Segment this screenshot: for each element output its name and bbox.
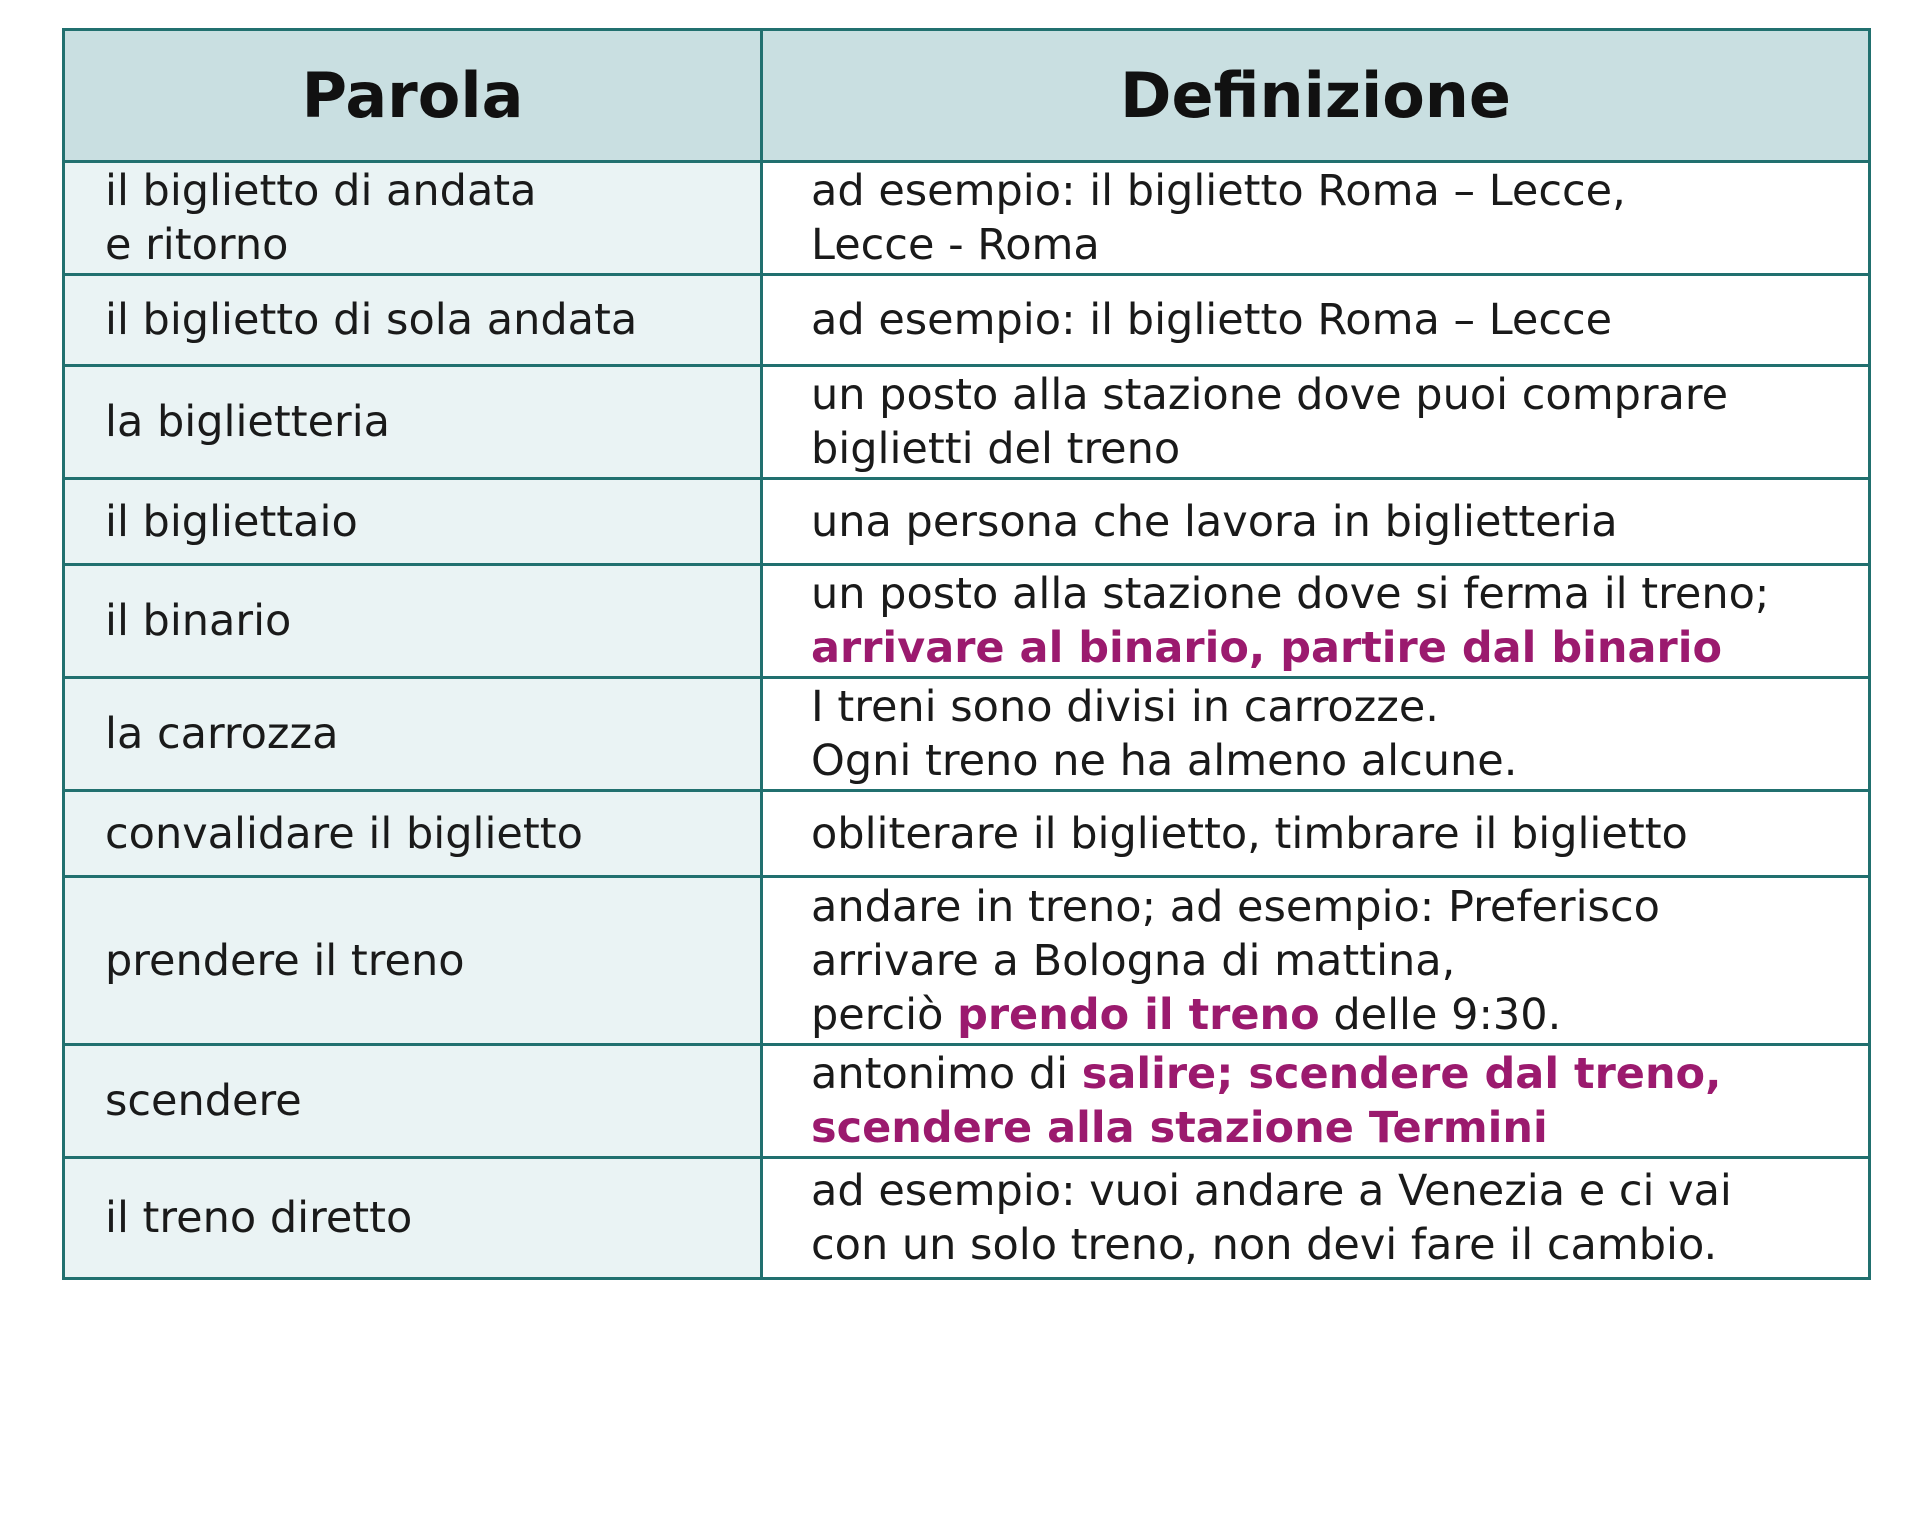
table-row: [64, 565, 1870, 678]
definition-cell: [762, 678, 1870, 791]
word-cell: [64, 1045, 762, 1158]
definition-line: [811, 164, 1848, 218]
definition-text: ad esempio: vuoi andare a Venezia e ci vai: [811, 1166, 1732, 1216]
word-text: la carrozza: [105, 709, 339, 759]
definition-line: [811, 1218, 1848, 1272]
definition-cell: [762, 565, 1870, 678]
definition-text: biglietti del treno: [811, 424, 1181, 474]
table-row: [64, 877, 1870, 1045]
table-row: [64, 791, 1870, 877]
definition-text: Lecce - Roma: [811, 220, 1100, 270]
definition-text: con un solo treno, non devi fare il cambio.: [811, 1220, 1718, 1270]
definition-cell: [762, 1158, 1870, 1279]
word-text: il bigliettaio: [105, 496, 358, 547]
table-row: [64, 366, 1870, 479]
definition-line: [811, 495, 1848, 549]
definition-text: antonimo di: [811, 1049, 1082, 1099]
word-text: e ritorno: [105, 220, 289, 270]
word-cell: [64, 877, 762, 1045]
word-text: il treno diretto: [105, 1193, 413, 1243]
definition-cell: [762, 1045, 1870, 1158]
highlighted-phrase: salire; scendere dal treno,: [1081, 1049, 1722, 1099]
word-text: prendere il treno: [105, 935, 465, 986]
definition-text: un posto alla stazione dove puoi comprare: [811, 370, 1729, 420]
definition-text: I treni sono divisi in carrozze.: [811, 682, 1439, 732]
definition-line: [811, 734, 1848, 788]
definition-line: [811, 1101, 1848, 1155]
definition-line: [811, 621, 1848, 675]
vocabulary-table: [62, 28, 1871, 1280]
definition-cell: [762, 275, 1870, 366]
highlighted-phrase: prendo il treno: [957, 989, 1320, 1040]
definition-text: un posto alla stazione dove si ferma il treno;: [811, 569, 1770, 619]
definition-line: [811, 680, 1848, 734]
word-text: la biglietteria: [105, 397, 391, 447]
definition-line: [811, 218, 1848, 272]
definition-line: [811, 988, 1848, 1042]
definition-text: andare in treno; ad esempio: Preferisco: [811, 881, 1660, 932]
table-row: [64, 275, 1870, 366]
definition-text: arrivare a Bologna di mattina,: [811, 935, 1456, 986]
definition-cell: [762, 877, 1870, 1045]
definition-line: [811, 1047, 1848, 1101]
highlighted-phrase: arrivare al binario, partire dal binario: [811, 623, 1722, 673]
table-row: [64, 1158, 1870, 1279]
word-cell: [64, 791, 762, 877]
definition-line: [811, 880, 1848, 934]
definition-text: Ogni treno ne ha almeno alcune.: [811, 736, 1518, 786]
definition-text: obliterare il biglietto, timbrare il biglietto: [811, 808, 1688, 859]
word-text: il biglietto di andata: [105, 166, 537, 216]
definition-cell: [762, 479, 1870, 565]
column-header-word: Parola: [64, 30, 762, 162]
table-row: [64, 678, 1870, 791]
word-cell: [64, 275, 762, 366]
definition-line: [811, 567, 1848, 621]
word-cell: [64, 1158, 762, 1279]
definition-line: [811, 1164, 1848, 1218]
definition-line: [811, 934, 1848, 988]
table-row: [64, 479, 1870, 565]
definition-cell: [762, 162, 1870, 275]
definition-cell: [762, 791, 1870, 877]
column-header-definition: Definizione: [762, 30, 1870, 162]
table-row: [64, 162, 1870, 275]
word-cell: [64, 479, 762, 565]
word-text: il biglietto di sola andata: [105, 295, 638, 345]
table-row: [64, 1045, 1870, 1158]
word-cell: [64, 162, 762, 275]
word-cell: [64, 565, 762, 678]
highlighted-phrase: scendere alla stazione Termini: [811, 1103, 1548, 1153]
definition-line: [811, 368, 1848, 422]
definition-line: [811, 422, 1848, 476]
definition-text: ad esempio: il biglietto Roma – Lecce: [811, 295, 1613, 345]
word-text: scendere: [105, 1076, 302, 1126]
header-row: [64, 30, 1870, 162]
definition-line: [811, 293, 1848, 347]
definition-text: una persona che lavora in biglietteria: [811, 496, 1618, 547]
definition-text: perciò: [811, 989, 958, 1040]
word-text: il binario: [105, 596, 292, 646]
word-text: convalidare il biglietto: [105, 808, 583, 859]
table-body: [64, 162, 1870, 1279]
word-cell: [64, 678, 762, 791]
word-cell: [64, 366, 762, 479]
definition-text: ad esempio: il biglietto Roma – Lecce,: [811, 166, 1626, 216]
definition-text: delle 9:30.: [1319, 989, 1562, 1040]
definition-cell: [762, 366, 1870, 479]
definition-line: [811, 807, 1848, 861]
